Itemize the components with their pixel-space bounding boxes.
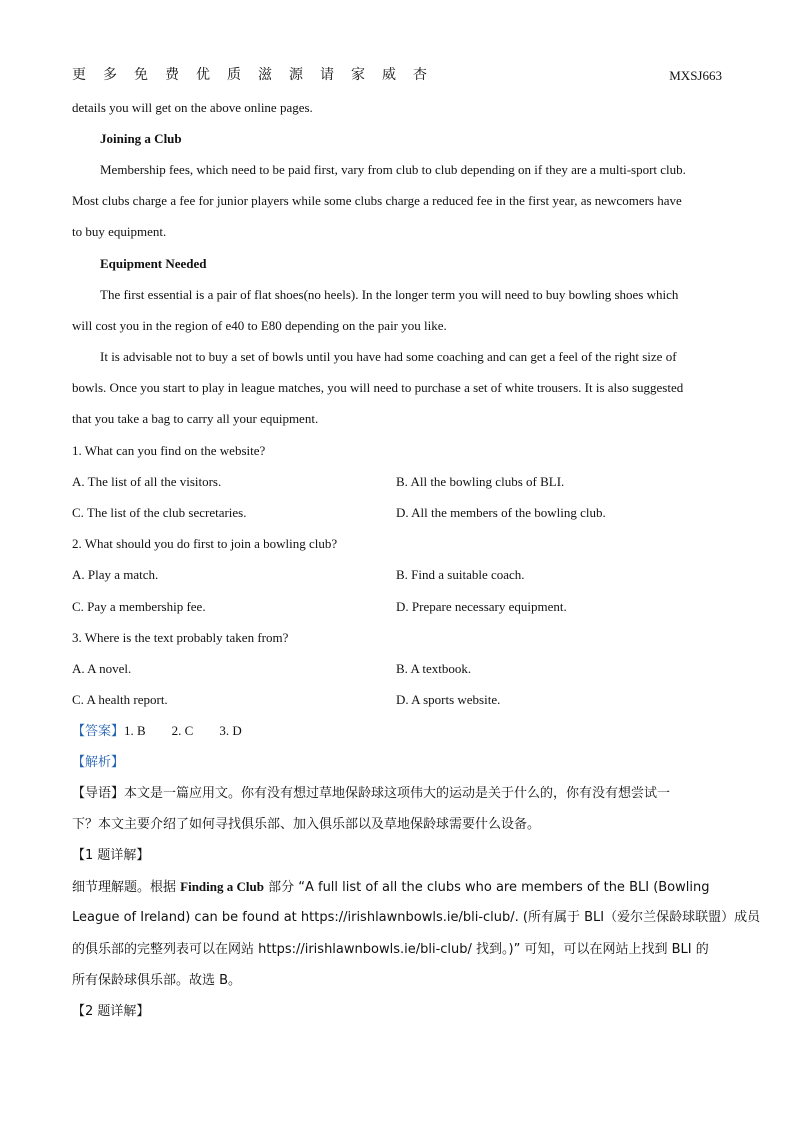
question-stem: 1. What can you find on the website? (72, 443, 266, 458)
q2-detail-label: 【2 题详解】 (72, 1004, 150, 1019)
option-b: B. Find a suitable coach. (396, 567, 525, 582)
q1-line-prefix: 细节理解题。根据 (72, 880, 181, 895)
analysis-line: 所有保龄球俱乐部。故选 B。 (72, 973, 242, 988)
header-code: MXSJ663 (669, 68, 722, 83)
analysis-line: 下？本文主要介绍了如何寻找俱乐部、加入俱乐部以及草地保龄球需要什么设备。 (72, 817, 541, 832)
section-heading-equipment: Equipment Needed (100, 256, 207, 271)
passage-line: Membership fees, which need to be paid first, vary from club to club depending on if they are a multi-sport club. (100, 162, 686, 177)
option-a: A. The list of all the visitors. (72, 474, 222, 489)
q1-line-suffix: 部分 “A full list of all the clubs who are members of the BLI (Bowling (263, 880, 710, 895)
section-heading-joining: Joining a Club (100, 131, 182, 146)
passage-line: It is advisable not to buy a set of bowls until you have had some coaching and can get a feel of the right size of (100, 349, 677, 364)
question-stem: 2. What should you do first to join a bowling club? (72, 536, 338, 551)
header-watermark-text: 更多免费优质滋源请家威杏 (72, 68, 444, 83)
option-d: D. Prepare necessary equipment. (396, 599, 567, 614)
option-d: D. A sports website. (396, 692, 501, 707)
option-a: A. Play a match. (72, 567, 159, 582)
passage-line: Most clubs charge a fee for junior players while some clubs charge a reduced fee in the first year, as newcomers have (72, 193, 682, 208)
answer-values: 1. B 2. C 3. D (124, 723, 242, 738)
analysis-line: 【导语】本文是一篇应用文。你有没有想过草地保龄球这项伟大的运动是关于什么的，你有没有想尝试一 (72, 786, 671, 801)
q1-detail-label: 【1 题详解】 (72, 848, 150, 863)
passage-line: will cost you in the region of e40 to E80 depending on the pair you like. (72, 318, 447, 333)
option-a: A. A novel. (72, 661, 132, 676)
option-d: D. All the members of the bowling club. (396, 505, 606, 520)
option-c: C. A health report. (72, 692, 168, 707)
answer-label: 【答案】 (72, 724, 125, 739)
option-b: B. All the bowling clubs of BLI. (396, 474, 565, 489)
passage-line: that you take a bag to carry all your equipment. (72, 411, 319, 426)
passage-line: to buy equipment. (72, 224, 167, 239)
analysis-line: League of Ireland) can be found at https://irishlawnbowls.ie/bli-club/. (所有属于 BLI（爱尔兰保龄球联盟）成员 (72, 910, 761, 925)
option-b: B. A textbook. (396, 661, 472, 676)
question-stem: 3. Where is the text probably taken from? (72, 630, 289, 645)
passage-line: bowls. Once you start to play in league matches, you will need to purchase a set of white trousers. It is also suggested (72, 380, 684, 395)
analysis-label: 【解析】 (72, 755, 125, 770)
passage-line: The first essential is a pair of flat shoes(no heels). In the longer term you will need to buy bowling shoes which (100, 287, 679, 302)
option-c: C. Pay a membership fee. (72, 599, 206, 614)
analysis-line: 的俱乐部的完整列表可以在网站 https://irishlawnbowls.ie/bli-club/ 找到。)” 可知，可以在网站上找到 BLI 的 (72, 942, 709, 957)
q1-line-bold: Finding a Club (180, 879, 264, 894)
analysis-line (72, 879, 710, 896)
option-c: C. The list of the club secretaries. (72, 505, 247, 520)
answer-line (72, 723, 242, 740)
passage-line: details you will get on the above online pages. (72, 100, 313, 115)
